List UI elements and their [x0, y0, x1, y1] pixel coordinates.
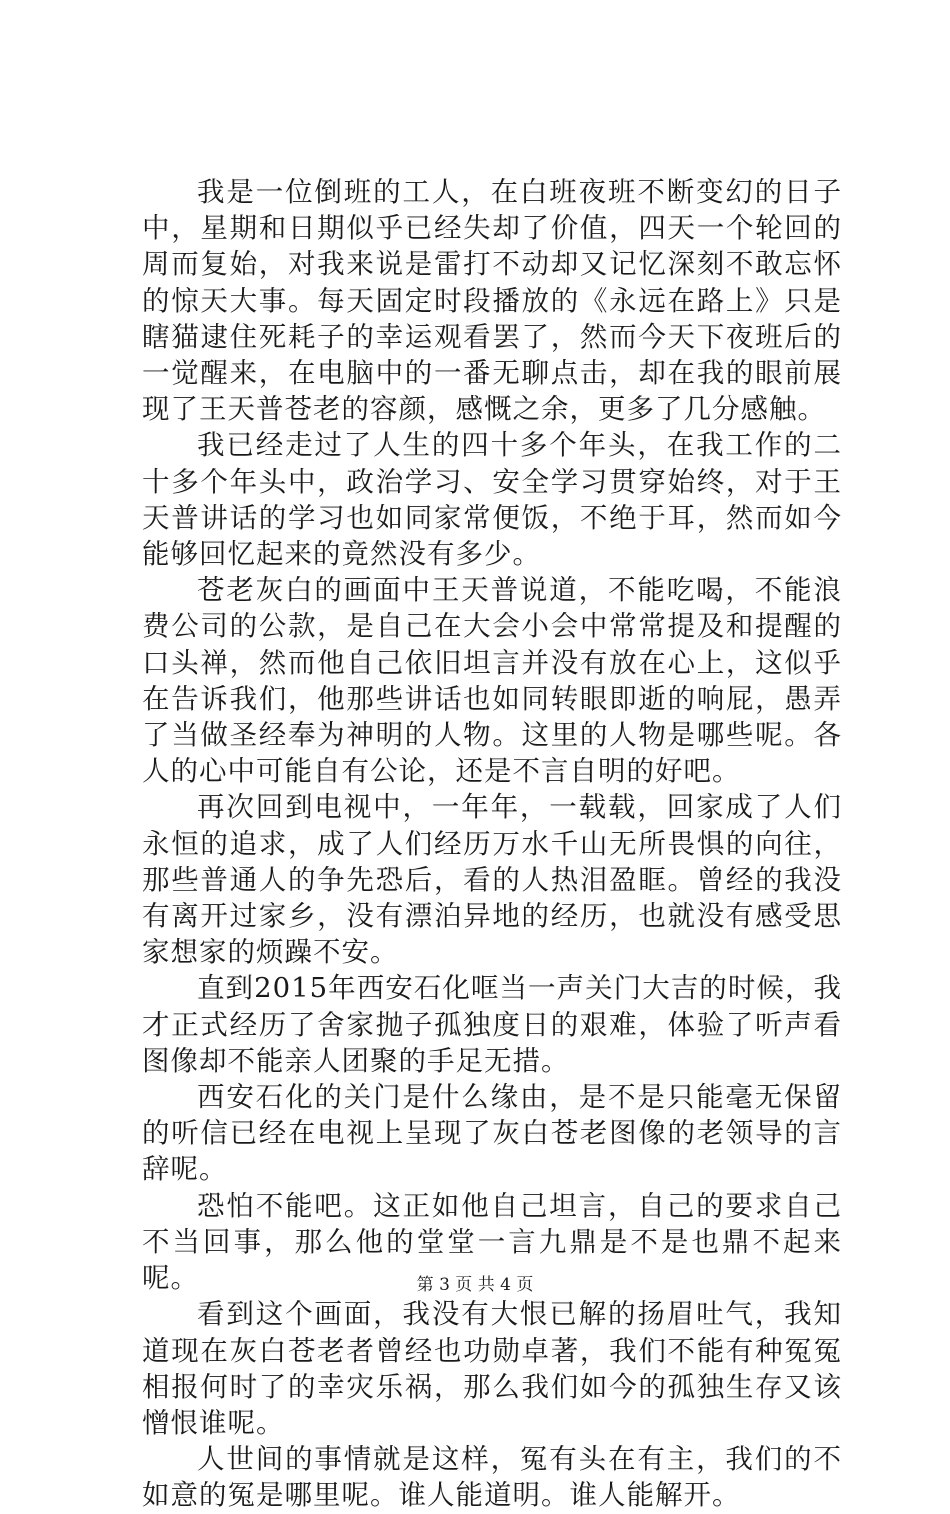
paragraph-8: 看到这个画面，我没有大恨已解的扬眉吐气，我知道现在灰白苍老者曾经也功勋卓著，我们不能有种冤冤相报何时了的幸灾乐祸，那么我们如今的孤独生存又该憎恨谁呢。 [142, 1298, 842, 1439]
paragraph-4: 再次回到电视中，一年年，一载载，回家成了人们永恒的追求，成了人们经历万水千山无所畏惧的向往，那些普通人的争先恐后，看的人热泪盈眶。曾经的我没有离开过家乡，没有漂泊异地的经历，也就没有感受思家想家的烦躁不安。 [142, 791, 842, 969]
paragraph-7: 恐怕不能吧。这正如他自己坦言，自己的要求自己不当回事，那么他的堂堂一言九鼎是不是也鼎不起来呢。 [142, 1189, 842, 1295]
page-footer [0, 1274, 950, 1296]
paragraph-1: 我是一位倒班的工人，在白班夜班不断变幻的日子中，星期和日期似乎已经失却了价值，四天一个轮回的周而复始，对我来说是雷打不动却又记忆深刻不敢忘怀的惊天大事。每天固定时段播放的《永远在路上》只是瞎猫逮住死耗子的幸运观看罢了，然而今天下夜班后的一觉醒来，在电脑中的一番无聊点击，却在我的眼前展现了王天普苍老的容颜，感慨之余，更多了几分感触。 [142, 176, 842, 426]
paragraph-3: 苍老灰白的画面中王天普说道，不能吃喝，不能浪费公司的公款，是自己在大会小会中常常提及和提醒的口头禅，然而他自己依旧坦言并没有放在心上，这似乎在告诉我们，他那些讲话也如同转眼即逝的响屁，愚弄了当做圣经奉为神明的人物。这里的人物是哪些呢。各人的心中可能自有公论，还是不言自明的好吧。 [142, 574, 842, 788]
paragraph-5: 直到2015年西安石化哐当一声关门大吉的时候，我才正式经历了舍家抛子孤独度日的艰难，体验了听声看图像却不能亲人团聚的手足无措。 [142, 972, 842, 1077]
paragraph-2: 我已经走过了人生的四十多个年头，在我工作的二十多个年头中，政治学习、安全学习贯穿始终，对于王天普讲话的学习也如同家常便饭，不绝于耳，然而如今能够回忆起来的竟然没有多少。 [142, 429, 842, 571]
body-text [142, 174, 842, 1514]
paragraph-9: 人世间的事情就是这样，冤有头在有主，我们的不如意的冤是哪里呢。谁人能道明。谁人能解开。 [142, 1443, 842, 1512]
page-number: 第 3 页 共 4 页 [416, 1275, 534, 1295]
paragraph-6: 西安石化的关门是什么缘由，是不是只能毫无保留的听信已经在电视上呈现了灰白苍老图像的老领导的言辞呢。 [142, 1081, 842, 1186]
